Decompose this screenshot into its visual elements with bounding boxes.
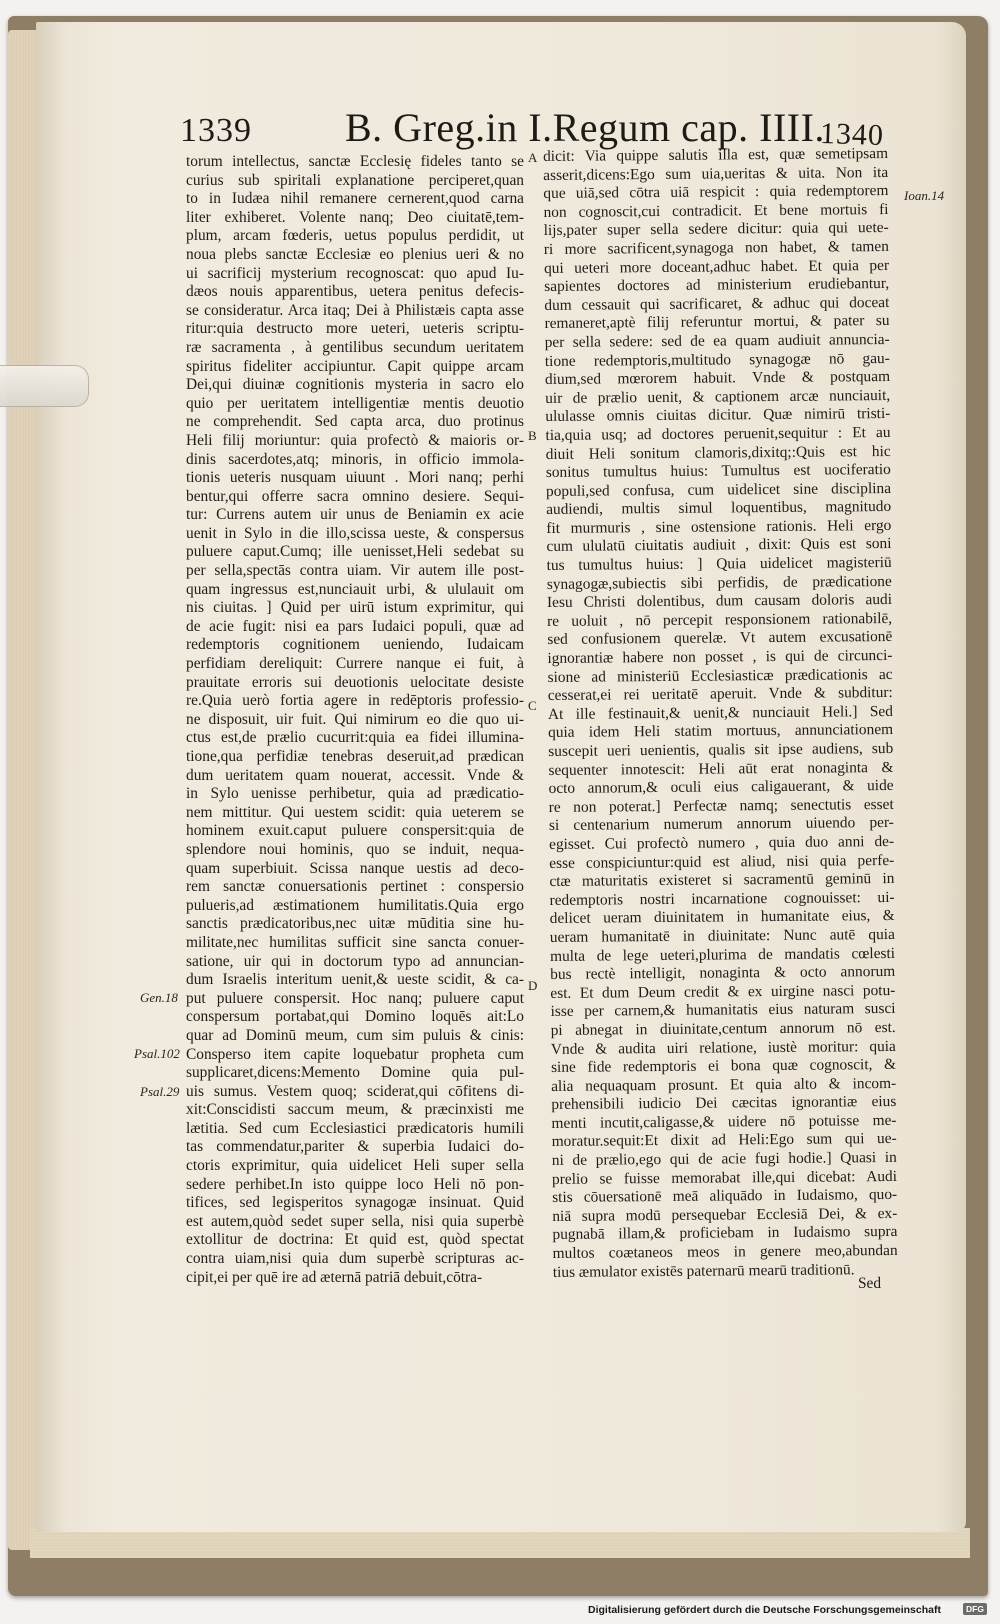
right-column-line: menti incutit,caligasse,& uidere nō potuisse me- [551,1111,897,1132]
left-column-line: lætitia. Sed cum Ecclesiastici prædicatoris humili [186,1119,524,1137]
right-column-line: lijs,pater super sella sedere dicitur: quia qui uete- [543,219,889,240]
left-column-line: puluere caput.Cumq; ille uenisset,Heli sedebat su [186,543,524,561]
right-column-line: ignorantiæ habere non posset , is qui de circunci- [547,647,893,668]
left-column-line: dinis sacerdotes,atq; minoris, in officio immola- [186,450,524,468]
margin-note-ioan: Ioan.14 [904,188,945,203]
right-column-line: Vnde & audita uiri relatione, iustè moritur: quia [550,1037,896,1058]
catchword: Sed [858,1275,882,1292]
running-title: B. Greg.in I.Regum cap. IIII. [345,105,825,150]
left-column-line: xit:Conscidisti saccum meum, & præcinxisti me [186,1101,524,1119]
right-column-line: suscepit ueri uenientis, qualis sit ipse audiens, sub [548,739,894,760]
left-column-line: tifices, sed legisperitos synagogæ insinuat. Quid [186,1194,524,1212]
right-column-line: re uoluit , nō percepit responsionem rationabilē, [547,609,893,630]
bookmark-strip [0,365,89,407]
right-column-line: sapientes doctores ad ministerium erudiebantur, [544,275,890,296]
left-column-line: uis sumus. Vestem quoq; sciderat,qui cōfitens di- [186,1082,524,1100]
left-column-line: liter exhiberet. Volente nanq; Deo ciuitatē,tem- [186,208,524,226]
right-column-line: cum ululatū ciuitatis audiuit , dixit: Quis est soni [546,535,892,556]
left-column-line: curius sub spiritali explanatione perciperet,quan [186,171,524,189]
right-column-line: Iesu Christi dolentibus, dum causam doloris audi [546,591,893,612]
page-number-right: 1340 [819,116,885,153]
left-column-line: tione,qua perfidiæ tenebras deseruit,ad prædican [186,748,524,765]
right-column-line: ctæ maturitatis existeret si sacramentū geminū in [549,870,895,891]
right-column-line: synagogæ,subiectis sibi perfidis, de prædicatione [546,572,892,593]
left-column-line: to in Iudæa nihil remanere cernerent,quod carna [186,190,524,208]
left-column-line: pulueris,ad æstimationem humilitatis.Quia ergo [186,896,524,914]
left-column-line: ritur:quia destructo more ueteri, ueteris scriptu- [186,320,524,338]
left-column-line: spiritus fideliter accipiuntur. Capit quippe arcam [186,357,524,375]
left-column-line: extollitur de doctrina: Et quid est, quòd spectat [186,1231,524,1249]
left-column-line: tionis ueteris nusquam uiuunt . Mori nanq; perhi [186,469,524,487]
margin-note-gen: Gen.18 [140,990,178,1005]
page-number-left: 1339 [180,112,252,149]
left-column-line: dum ueritatem quam nouerat, accessit. Vnde & [186,766,524,784]
left-column-line: Consperso item capite loquebatur propheta cum [186,1045,524,1063]
left-column-line: re.Quia uerò fortia agere in redēptoris professio- [186,692,524,710]
left-column-line: de acie fugit: nisi ea pars Iudaici populi, quæ ad [186,617,524,635]
left-column-line: put puluere conspersit. Hoc nanq; puluere caput [186,989,524,1007]
left-column-line: ne disposuit, uir fuit. Qui nimirum eo die quo ui- [186,710,524,728]
right-column-line: ueram humanitatē in diuinitate: Nunc autē quia [549,925,895,946]
right-column-line: asserit,dicens:Ego sum uia,ueritas & uita. Non ita [543,163,889,184]
left-column-line: dum Israelis interitum uenit,& ueste scidit, & ca- [186,971,524,989]
right-column-line: multa de lege ueteri,plurima de mandatis cœlesti [549,944,896,965]
right-column-line: bus rectè intelligit, nonaginta & octo annorum [550,963,896,984]
left-column-line: uenit in Sylo in die illo,scissa ueste, & conspersus [186,524,524,542]
left-column-line: sanctis prædicatoribus,nec uitæ mūditia sine hu- [186,915,524,933]
right-column-line: non cognoscit,cui contradicit. Et bene mortuis fi [543,200,889,221]
right-column-line: dicit: Via quippe salutis illa est, quæ semetipsam [543,144,889,165]
left-column-line: nis ciuitas. ] Quid per uirū istum exprimitur, qui [186,599,524,617]
right-column-line: egisset. Cui profectò numero , quia duo anni de- [549,832,895,853]
left-column-line: in Sylo uenisse perhibetur, quia ad prædicatio- [186,785,524,803]
right-column-line: est. Et dum Deum credit & ex uirgine nasci potu- [550,981,896,1002]
right-column-line: remaneret,aptè filij referuntur mortui, & pater su [544,312,890,333]
digitization-credit: Digitalisierung gefördert durch die Deutsche Forschungsgemeinschaft [588,1604,941,1616]
left-column-line: supplicaret,dicens:Memento Domine quia pul- [186,1064,524,1082]
right-column-line: multos coætaneos meos in genere meo,abundan [552,1241,898,1262]
right-column-line: fit murmuris , sine ostensione rationis. Heli ergo [546,516,892,537]
left-column-line: ræ sacramenta , à gentilibus secundum ueritatem [186,338,524,356]
right-column-line: pi abnegat in diuinitate,centum annorum nō est. [550,1018,896,1039]
right-column-line: isse per carnem,& humanitatis eius naturam susci [550,1000,896,1021]
text-column-right [543,145,898,1282]
right-column-line: dum cessauit qui sacrificaret, & adhuc qui doceat [544,293,890,314]
right-column-line: alia nequaquam prosunt. Et quia alto & incom- [551,1074,897,1095]
right-column-line: delicet ueram diuinitatem in humanitate eius, & [549,907,895,928]
left-column-line: noua plebs sanctæ Ecclesiæ eo plenius ueri & no [186,245,524,263]
right-column-line: tius æmulator existēs paternarū mearū traditionū. [552,1260,855,1281]
right-column-line: diuit Heli sonitum clamoris,dixitq;:Quis est hic [545,442,891,463]
left-column-line: contra uiam,nisi quia dum superbè scripturas ac- [186,1250,524,1268]
right-column-line: populi,sed confusa, cum uidelicet sine disciplina [545,479,892,500]
right-column-line: redemptoris nostri incarnatione cognouisset: ui- [549,888,895,909]
right-column-line: per sella sedere: sed de ea quam audiuit annuncia- [544,330,890,351]
right-column-line: At ille festinauit,& uenit,& nunciauit Heli.] Sed [547,702,894,723]
left-column-line: se consideratur. Arca itaq; Dei à Philistæis capta asse [186,301,524,319]
right-column-line: niā supra modū persequebar Ecclesiā Dei, & ex- [552,1204,898,1225]
right-column-line: sione ad ministeriū Ecclesiasticæ prædicationis ac [547,665,893,686]
right-column-line: pugnabā illam,& proficiebam in Iudaismo supra [552,1223,898,1244]
text-column-left [186,153,524,1287]
right-column-line: audiendi, multis simul loquentibus, magnitudo [546,498,892,519]
left-column-line: quio per ueritatem intelligentiæ mentis deuotio [186,394,524,412]
right-column-line: ri more sacrificent,synagoga non habet, & tamen [543,237,889,258]
right-column-line: quia idem Heli statim mortuus, annunciationem [548,721,894,742]
right-column-line: sed confusionem querelæ. Vt autem excusationē [547,628,893,649]
right-column-line: cesserat,ei rei ueritatē aperuit. Vnde & subditur: [547,684,893,705]
right-column-line: sequenter innotescit: Heli aūt erat nonaginta & [548,758,894,779]
left-column-line: ne comprehendit. Sed capta arca, duo protinus [186,413,524,431]
right-column-line: moratur.sequit:Et dixit ad Heli:Ego sum qui ue- [551,1130,897,1151]
right-column-line: ululasse omnis ciuitas dicitur. Quæ nimirū tristi- [545,405,891,426]
left-column-line: nem mittitur. Qui uestem scidit: quia ueterem se [186,803,524,821]
margin-note-psal-102: Psal.102 [134,1046,180,1061]
left-column-line: est autem,quòd sedet super sella, nisi quia superbè [186,1212,524,1230]
bottom-page-edges [30,1528,970,1558]
left-column-line: cipit,ei per quē ire ad æternā patriā debuit,cōtra- [186,1268,483,1286]
right-column-line: dium,sed mœrorem habuit. Vnde & postquam [544,368,891,389]
left-column-line: quam ingressus est,nunciauit urbi, & ululauit om [186,580,524,598]
left-column-line: conspersum portabat,qui Domino loquēs ait:Lo [186,1008,524,1026]
right-column-line: sine fide redemptoris ei bona quæ cognoscit, & [550,1056,897,1077]
right-column-line: si centenarium numerum annorum uiuendo per- [548,814,894,835]
left-column-line: splendore noui hominis, quo se induit, nequa- [186,840,524,858]
section-letter-d: D [528,978,538,993]
left-column-line: tur: Currens autem uir unus de Beniamin ex acie [186,506,524,524]
section-letter-b: B [528,428,537,443]
right-column-line: stis cōuersationē meā aliquādo in Iudaismo, quo- [552,1186,898,1207]
right-column-line: esse conspiciuntur:quid est aliud, nisi quia perfe- [549,851,895,872]
left-column-line: plum, arcam fœderis, uetus populus perdidit, ut [186,227,524,245]
left-column-line: perfidiam dereliquit: Currere nanque ei fuit, à [186,655,524,673]
right-column-line: qui ueteri more doceant,adhuc habet. Et quia per [543,256,890,277]
right-column-line: re non poterat.] Perfectæ namq; senectutis esset [548,795,894,816]
left-column-line: tas commendatur,pariter & superbia Iudaici do- [186,1138,524,1156]
right-column-line: octo annorum,& oculi eius caligauerant, & uide [548,777,894,798]
margin-note-psal-29: Psal.29 [140,1084,180,1099]
left-column-line: redemptoris cognitionem ueniendo, Iudaicam [186,636,524,654]
left-column-line: prauitate erroris sui deuotionis uelocitate desiste [186,673,524,691]
left-column-line: satione, uir qui in doctorum typo ad annuncian- [186,952,524,970]
left-column-line: per sella,spectās contra uiam. Vir autem ille post- [186,562,524,580]
right-column-line: prelio se fuisse memorabat ille,qui dicebat: Audi [551,1167,898,1188]
section-letter-a: A [528,150,538,165]
right-column-line: prehensibili iudicio Dei cæcitas ignorantiæ eius [551,1093,897,1114]
left-column-line: militate,nec humilitas sufficit sine sancta conuer- [186,933,524,951]
left-column-line: ui sacrificij mysterium recognoscat: quo apud Iu- [186,264,524,282]
left-column-line: ctus est,de prælio cucurrit:quia ea fidei illumina- [186,729,524,747]
right-column-line: que uiā,sed cōtra uiā respicit : quia redemptorem [543,182,889,203]
left-column-line: torum intellectus, sanctæ Ecclesię fideles tanto se [186,153,524,170]
left-column-line: quam superbiuit. Scissa nanque uestis ad deco- [186,859,524,877]
right-column-line: uir de prælio uenit, & captionem arcæ nunciauit, [545,386,891,407]
right-column-line: tus tumultus huius: ] Quia uidelicet magisteriū [546,554,892,575]
right-column-line: sonitus tumultus huius: Tumultus est uociferatio [545,461,891,482]
section-letter-c: C [528,698,537,713]
left-column-line: Dei,qui diuinæ cognitionis mysteria in sacro elo [186,376,524,394]
left-column-line: hominem exuit.caput puluere conspersit:quia de [186,822,524,840]
right-column-line: tia,quia usq; ad doctores peruenit,sequitur : Et au [545,423,891,444]
left-column-line: sedere perhibet.In isto quippe loco Heli nō pon- [186,1175,524,1193]
left-column-line: ctoris exprimitur, quia uidelicet Heli super sella [186,1157,524,1175]
right-column-line: tione redemptoris,multitudo synagogæ nō gau- [544,349,890,370]
left-column-line: quar ad Dominū meum, cum sim puluis & cinis: [186,1026,524,1044]
left-column-line: Heli filij moriuntur: quia profectò & maioris or- [186,431,524,449]
left-column-line: bentur,qui offerre sacra omnino desiere. Sequi- [186,487,524,505]
dfg-logo: DFG [963,1603,987,1615]
left-column-line: dæos nouis apparentibus, uetera penitus defecis- [186,283,524,301]
right-column-line: ni de prælio,ego qui de acie fugi hodie.] Quasi in [551,1149,897,1170]
left-column-line: rem sanctæ conuersationis pertinet : conspersio [186,878,524,896]
